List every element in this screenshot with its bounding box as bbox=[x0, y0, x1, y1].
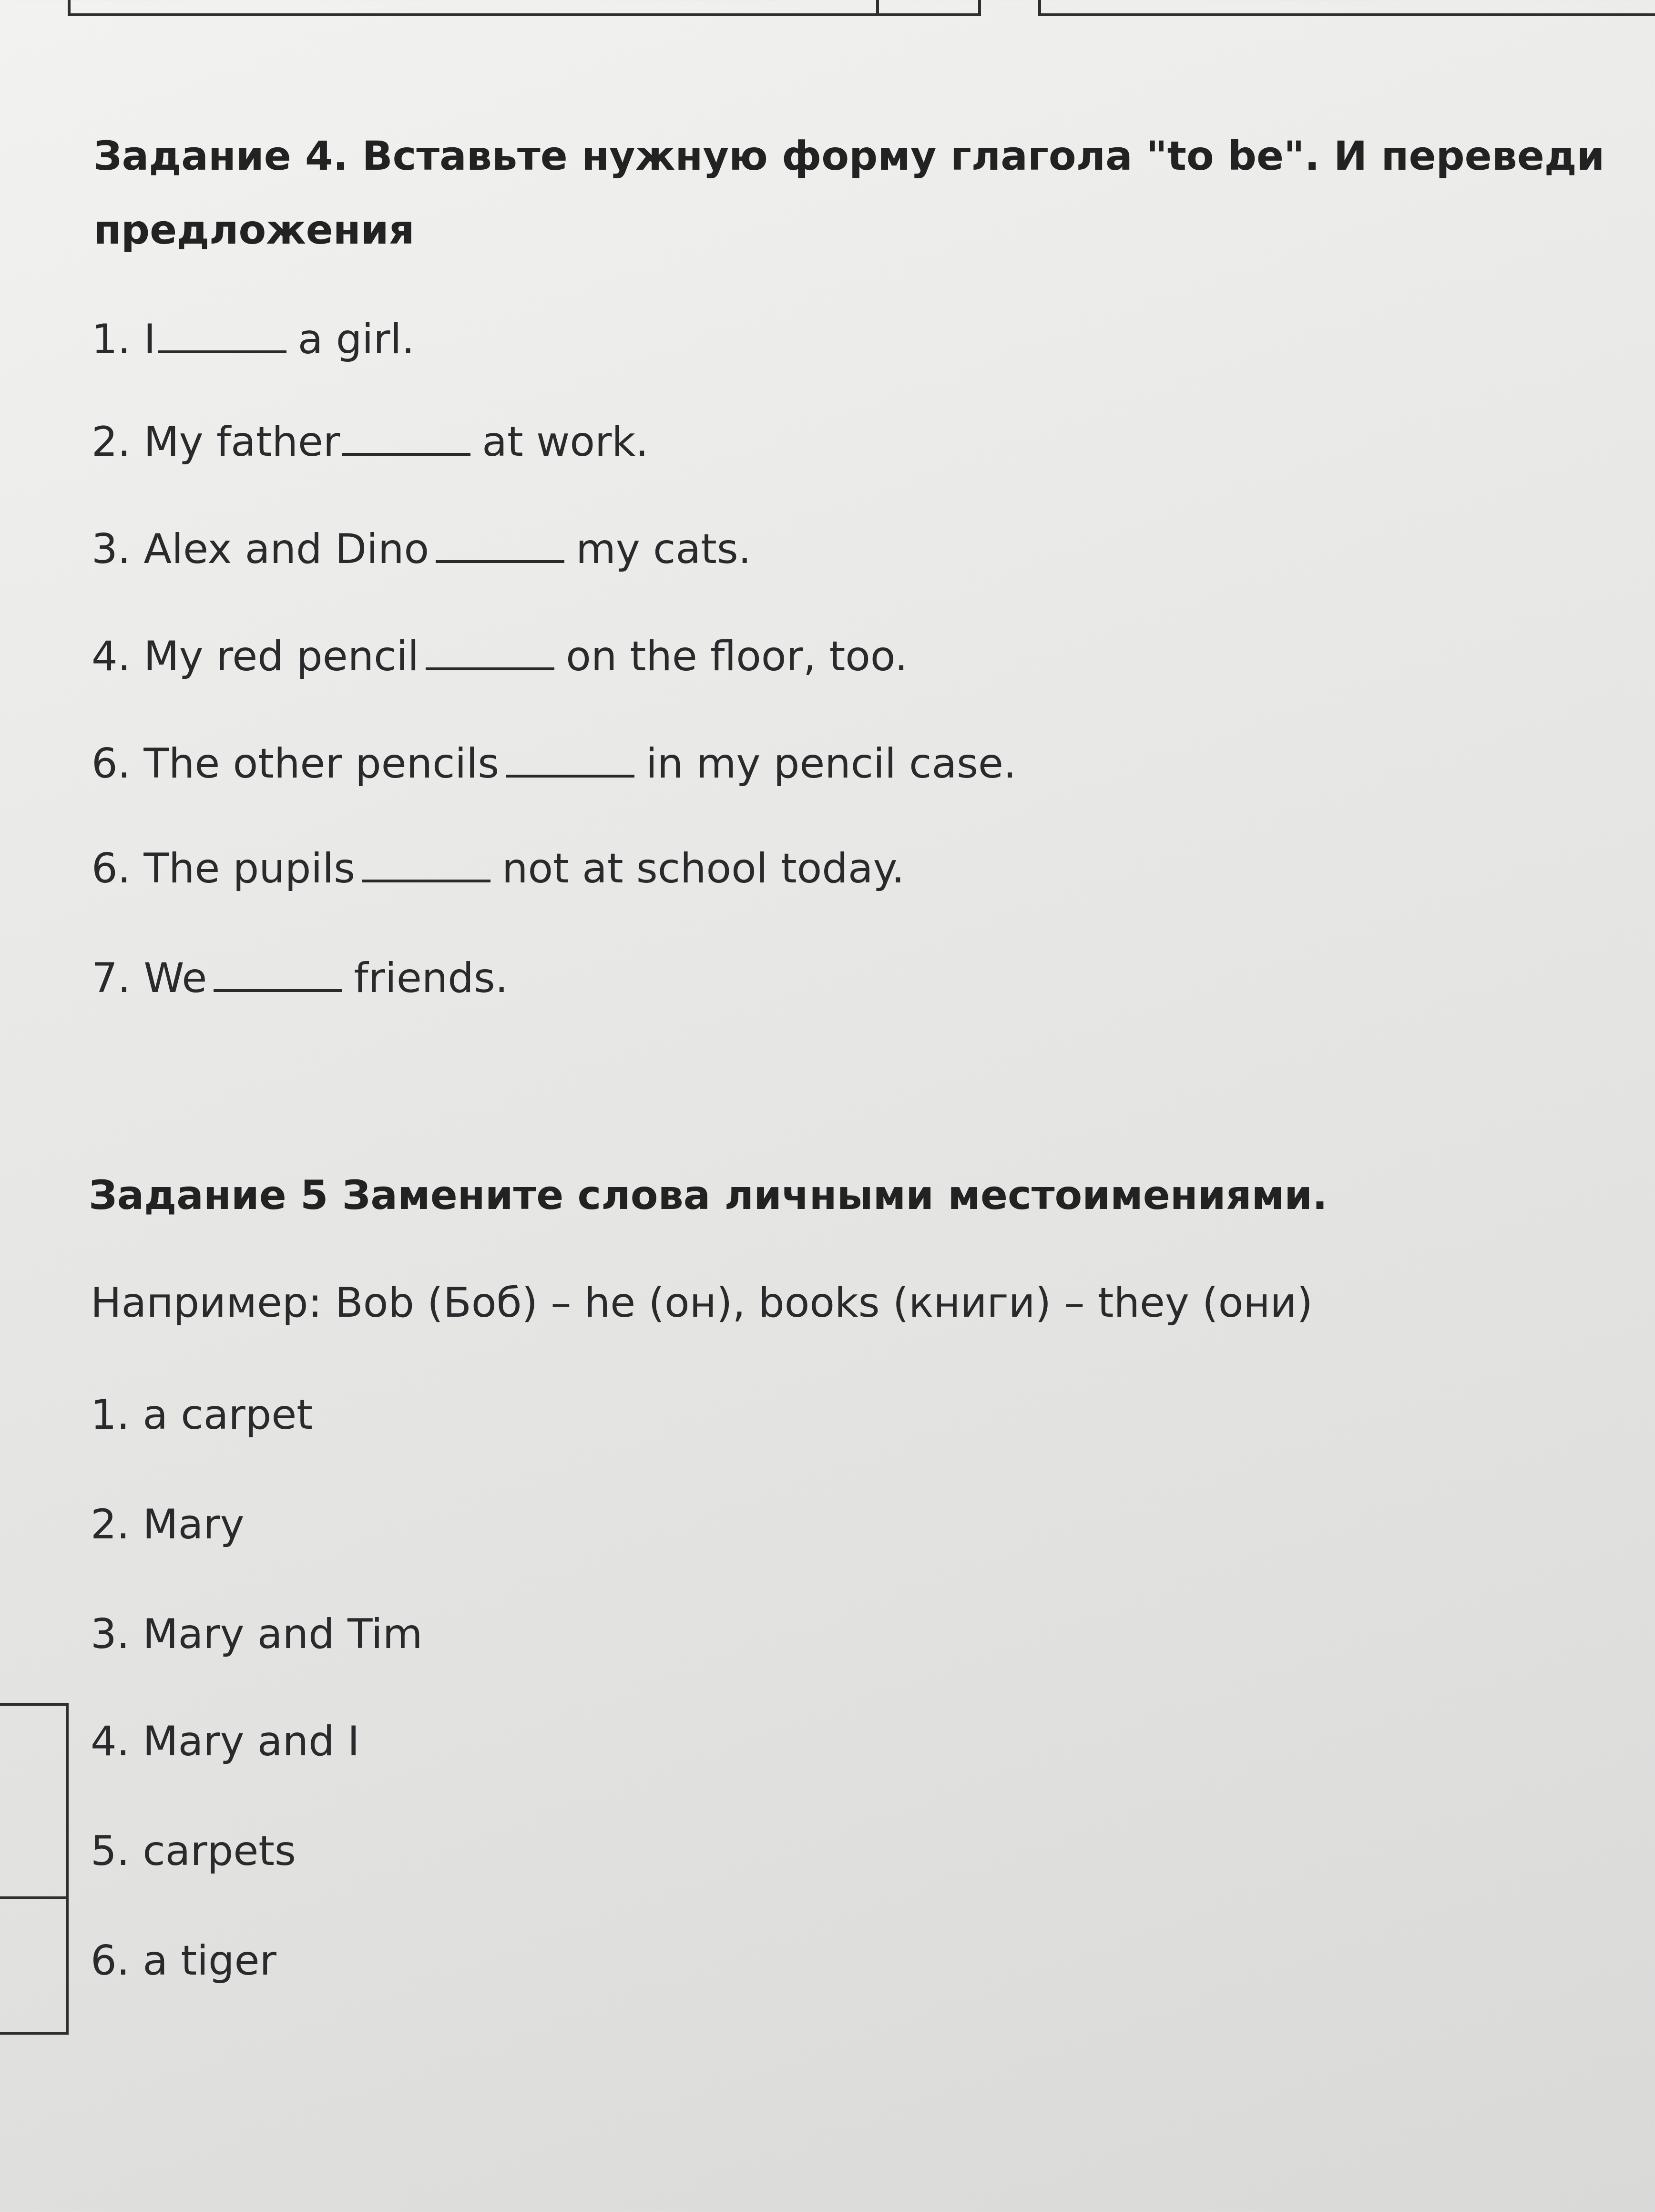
item-text-before: 4. My red pencil bbox=[92, 633, 419, 680]
task5-item-2: 2. Mary bbox=[91, 1501, 245, 1548]
answer-blank[interactable] bbox=[426, 634, 554, 670]
item-text-before: 1. I bbox=[92, 316, 156, 363]
answer-blank[interactable] bbox=[436, 527, 564, 563]
task4-item-3 bbox=[92, 525, 751, 573]
task5-item-6: 6. a tiger bbox=[91, 1937, 276, 1985]
task4-item-6 bbox=[92, 845, 905, 892]
task4-item-2 bbox=[92, 418, 649, 466]
side-table-upper bbox=[0, 1703, 69, 1899]
answer-blank[interactable] bbox=[506, 741, 634, 778]
task5-item-4: 4. Mary and I bbox=[91, 1718, 360, 1765]
task5-item-5: 5. carpets bbox=[91, 1827, 296, 1875]
task5-item-3: 3. Mary and Tim bbox=[91, 1610, 423, 1658]
item-text-before: 6. The pupils bbox=[92, 845, 355, 892]
item-text-before: 7. We bbox=[92, 954, 207, 1002]
task5-title: Задание 5 Замените слова личными местоимениями. bbox=[89, 1172, 1328, 1219]
answer-blank[interactable] bbox=[158, 317, 286, 353]
top-table-right bbox=[1038, 0, 1655, 16]
item-text-before: 6. The other pencils bbox=[92, 740, 500, 788]
answer-blank[interactable] bbox=[342, 420, 470, 456]
item-text-after: a girl. bbox=[297, 316, 415, 363]
side-table-lower bbox=[0, 1894, 69, 2035]
task4-item-4 bbox=[92, 633, 908, 680]
item-text-after: my cats. bbox=[576, 525, 751, 573]
item-text-after: on the floor, too. bbox=[566, 633, 908, 680]
answer-blank[interactable] bbox=[362, 846, 490, 882]
top-table-left bbox=[68, 0, 981, 16]
task4-item-5 bbox=[92, 740, 1017, 788]
table-divider bbox=[876, 0, 879, 13]
answer-blank[interactable] bbox=[214, 956, 342, 992]
task5-item-1: 1. a carpet bbox=[91, 1391, 313, 1439]
item-text-after: not at school today. bbox=[501, 845, 905, 892]
item-text-before: 3. Alex and Dino bbox=[92, 525, 429, 573]
task4-title-line1: Задание 4. Вставьте нужную форму глагола "to be". И переведи bbox=[93, 133, 1605, 179]
item-text-before: 2. My father bbox=[92, 418, 340, 466]
task4-title-line2: предложения bbox=[93, 206, 415, 253]
item-text-after: friends. bbox=[354, 954, 508, 1002]
task5-example: Например: Bob (Боб) – he (он), books (книги) – they (они) bbox=[91, 1279, 1313, 1327]
task4-item-1 bbox=[92, 316, 415, 363]
item-text-after: at work. bbox=[482, 418, 649, 466]
item-text-after: in my pencil case. bbox=[646, 740, 1017, 788]
task4-item-7 bbox=[92, 954, 508, 1002]
